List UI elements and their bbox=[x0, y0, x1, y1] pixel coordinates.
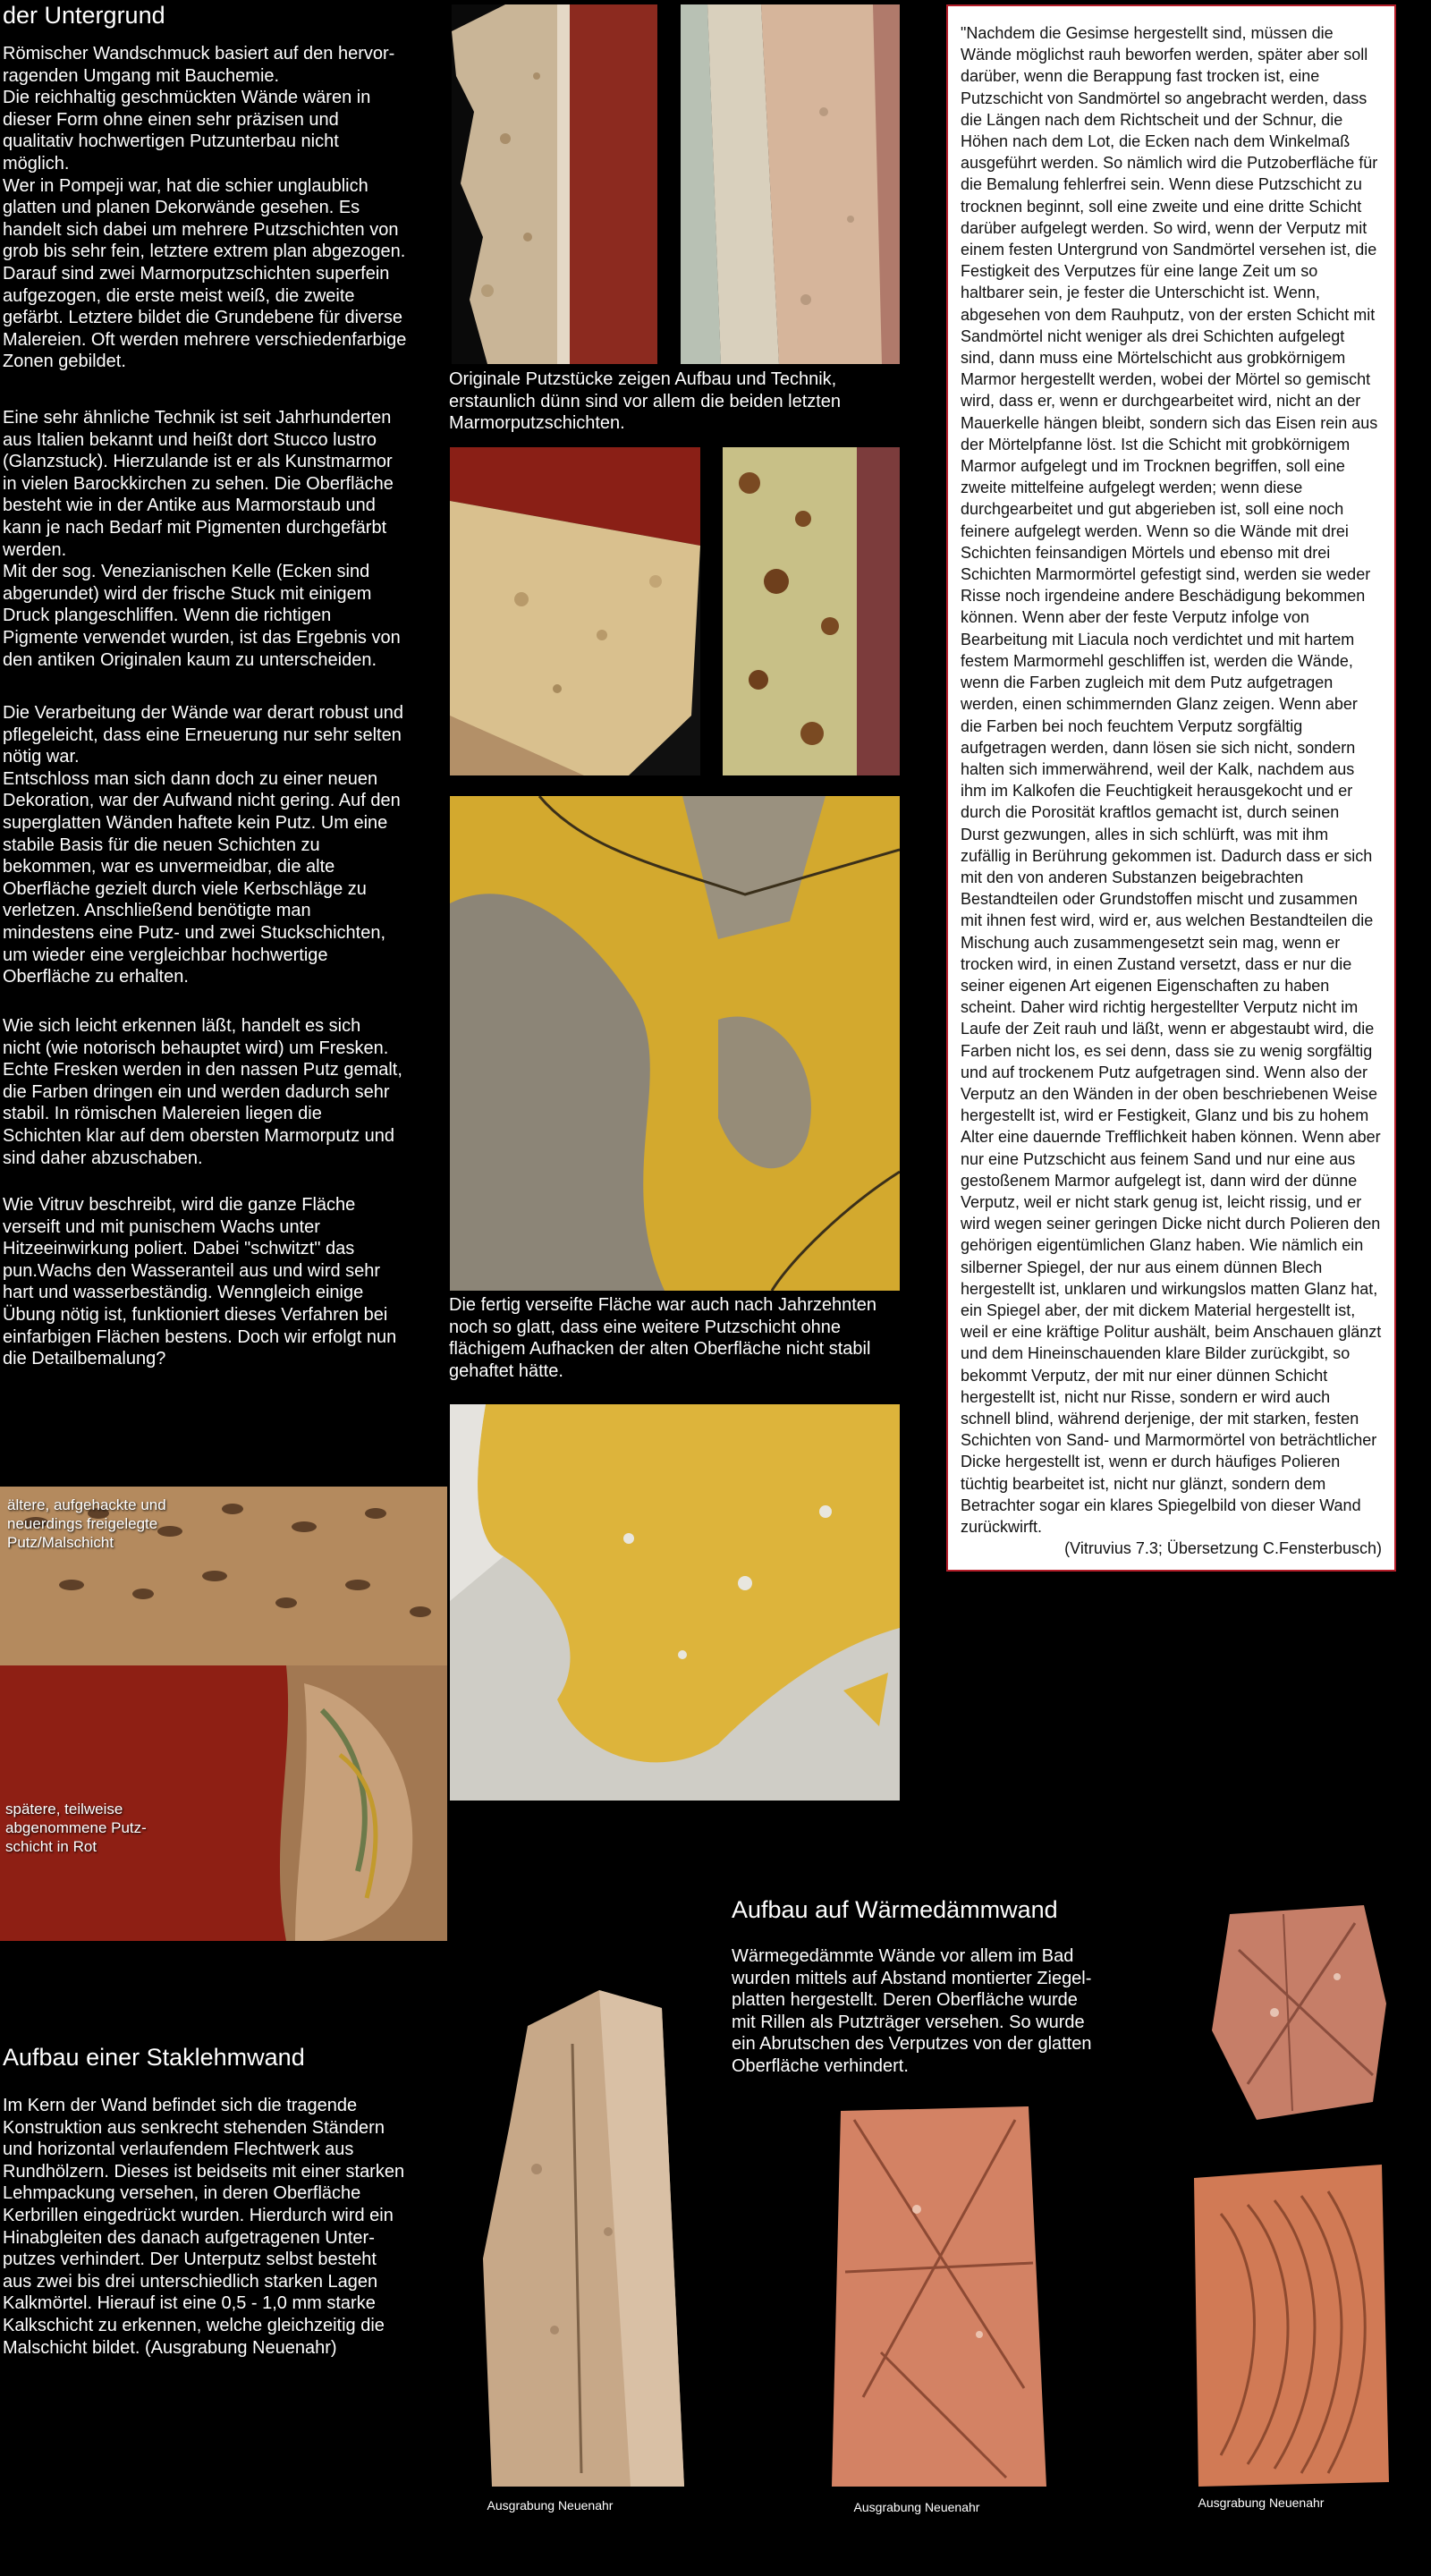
section-heading-untergrund: der Untergrund bbox=[3, 2, 165, 29]
section-heading-waermedaemmwand: Aufbau auf Wärmedämmwand bbox=[732, 1896, 1058, 1923]
caption-plaster-pieces: Originale Putzstücke zeigen Aufbau und Technik, erstaunlich dünn sind vor allem die beiden letzten Marmorputzschichten. bbox=[449, 369, 842, 434]
plaster-fragment-photo-3 bbox=[450, 447, 700, 775]
fresco-paragraph: Wie sich leicht erkennen läßt, handelt es sich nicht (wie notorisch behauptet wird) um Fresken. Echte Fresken werden in den nassen Putz gemalt, die Farben dringen ein und werden dadurch sehr stabil. In römischen Malereien liegen die Schichten klar auf dem obersten Marmorputz und sind daher abzuschaben. bbox=[3, 1016, 402, 1168]
photo-label-neuenahr-2: Ausgrabung Neuenahr bbox=[853, 2500, 980, 2514]
staklehmwand-text: Im Kern der Wand befindet sich die tragende Konstruktion aus senkrecht stehenden Ständern und horizontal verlaufendem Flechtwerk aus Rundhölzern. Dieses ist beidseits mit einer starken Lehmpackung versehen, in deren Oberfläche Kerbrillen eingedrückt wurden. Hierdurch wird ein Hinabgleiten des danach aufgetragenen Unter- putzes verhindert. Der Unterputz selbst besteht aus zwei bis drei unterschiedlich starken Lagen Kalkmörtel. Hierauf ist eine 0,5 - 1,0 mm starke Kalkschicht zu erkennen, welche gleichzeitig die Malschicht bildet. (Ausgrabung Neuenahr) bbox=[3, 2096, 405, 2358]
scored-tile-photo bbox=[827, 2102, 1049, 2496]
intro-paragraph: Römischer Wandschmuck basiert auf den hervor- ragenden Umgang mit Bauchemie. Die reichhaltig geschmückten Wände wären in dieser Form ohne einen sehr präzisen und qualitativ hochwertigen Putzunterbau nicht möglich. Wer in Pompeji war, hat die schier unglaublich glatten und planen Dekorwände gesehen. Es handelt sich dabei um mehrere Putzschichten von grob bis sehr fein, letztere extrem plan abgezogen. Darauf sind zwei Marmorputzschichten superfein aufgezogen, die erste meist weiß, die zweite gefärbt. Letztere bildet die Grundebene für diverse Malereien. Oft werden mehrere verschiedenfarbige Zonen gebildet. bbox=[3, 44, 407, 372]
stucco-paragraph: Eine sehr ähnliche Technik ist seit Jahrhunderten aus Italien bekannt und heißt dort Stucco lustro (Glanzstuck). Hierzulande ist er als Kunstmarmor in vielen Barockkirchen zu sehen. Die Oberfläche besteht wie in der Antike aus Marmorstaub und kann je nach Bedarf mit Pigmenten durchgefärbt werden. Mit der sog. Venezianischen Kelle (Ecken sind abgerundet) wird der frische Stuck mit einigem Druck plangeschliffen. Wenn die richtigen Pigmente verwendet wurden, ist das Ergebnis von den antiken Originalen kaum zu unterscheiden. bbox=[3, 408, 401, 670]
waermedaemmwand-text: Wärmegedämmte Wände vor allem im Bad wurden mittels auf Abstand montierter Ziegel- platten hergestellt. Deren Oberfläche wurde mit Rillen als Putzträger versehen. So wurde ein Abrutschen des Verputzes von der glatten Oberfläche verhindert. bbox=[732, 1946, 1092, 2076]
brick-tile-photo-2 bbox=[1185, 2160, 1393, 2491]
brick-tile-photo-1 bbox=[1203, 1896, 1393, 2133]
yellow-fragment-photo bbox=[450, 1404, 900, 1801]
overlay-label-older-layer: ältere, aufgehackte und neuerdings freigelegte Putz/Malschicht bbox=[7, 1496, 166, 1551]
vitruvius-quote-source: (Vitruvius 7.3; Übersetzung C.Fensterbusch) bbox=[1064, 1539, 1382, 1558]
overlay-label-later-layer: spätere, teilweise abgenommene Putz- schicht in Rot bbox=[5, 1801, 147, 1855]
plaster-piece-photo-1 bbox=[452, 4, 657, 364]
plaster-fragment-photo-4 bbox=[723, 447, 900, 775]
photo-label-neuenahr-1: Ausgrabung Neuenahr bbox=[487, 2498, 614, 2512]
section-heading-staklehmwand: Aufbau einer Staklehmwand bbox=[3, 2044, 305, 2071]
mural-layers-photo bbox=[0, 1487, 447, 1941]
caption-soaped-surface: Die fertig verseifte Fläche war auch nach Jahrzehnten noch so glatt, dass eine weitere Putzschicht ohne flächigem Aufhacken der alten Oberfläche nicht stabil gehaftet hätte. bbox=[449, 1295, 877, 1381]
vitruvius-quote-box bbox=[946, 4, 1396, 1572]
yellow-wall-photo bbox=[450, 796, 900, 1291]
renewal-paragraph: Die Verarbeitung der Wände war derart robust und pflegeleicht, dass eine Erneuerung nur sehr selten nötig war. Entschloss man sich dann doch zu einer neuen Dekoration, war der Aufwand nicht gering. Auf den superglatten Wänden haftete kein Putz. Um eine stabile Basis für die neuen Schichten zu bekommen, war es unvermeidbar, die alte Oberfläche gezielt durch viele Kerbschläge zu verletzen. Anschließend benötigte man mindestens eine Putz- und zwei Stuckschichten, um wieder eine vergleichbar hochwertige Oberfläche zu erhalten. bbox=[3, 703, 404, 987]
staklehmwand-section-photo bbox=[474, 1990, 711, 2487]
wax-paragraph: Wie Vitruv beschreibt, wird die ganze Fläche verseift und mit punischem Wachs unter Hitzeeinwirkung poliert. Dabei "schwitzt" das pun.Wachs den Wasseranteil aus und wird sehr hart und wasserbeständig. Wenngleich einige Übung nötig ist, funktioniert dieses Verfahren bei einfarbigen Flächen bestens. Doch wir erfolgt nun die Detailbemalung? bbox=[3, 1195, 397, 1369]
photo-label-neuenahr-3: Ausgrabung Neuenahr bbox=[1198, 2496, 1325, 2510]
vitruvius-quote-text: "Nachdem die Gesimse hergestellt sind, müssen die Wände möglichst rauh beworfen werden, später aber soll darüber, wenn die Berappung fast trocken ist, eine Putzschicht von Sandmörtel so angebracht werden, dass die Längen nach dem Richtscheit und der Schnur, die Höhen nach dem Lot, die Ecken nach dem Winkelmaß ausgeführt werden. So nämlich wird die Putzoberfläche für die Bemalung fehlerfrei sein. Wenn diese Putzschicht zu trocknen beginnt, soll eine zweite und eine dritte Schicht darüber aufgelegt werden. So wird, wenn der Verputz mit einem festen Untergrund von Sandmörtel versehen ist, die Festigkeit des Verputzes für eine lange Zeit um so haltbarer sein, je fester die Unterschicht ist. Wenn, abgesehen von dem Rauhputz, von der ersten Schicht mit Sandmörtel nicht weniger als drei Schichten aufgelegt sind, dann muss eine Mörtelschicht aus grobkörnigem Marmor hergestellt werden, wobei der Mörtel so gemischt wird, dass er, wenn er durchgearbeitet wird, nicht an der Mauerkelle hängen bleibt, sondern sich das Eisen rein aus der Mörtelpfanne löst. Ist die Schicht mit grobkörnigem Marmor aufgelegt und im Trocknen begriffen, soll eine zweite mittelfeine aufgelegt werden; wenn diese durchgearbeitet und gut abgerieben ist, soll eine noch feinere aufgelegt werden. Wenn so die Wände mit drei Schichten feinsandigen Mörtels und ebenso mit drei Schichten Marmormörtel gefestigt sind, werden sie weder Risse noch irgendeine andere Beschädigung bekommen können. Wenn aber der feste Verputz infolge von Bearbeitung mit Liacula noch verdichtet und mit hartem festem Marmormehl geschliffen ist, werden die Wände, wenn die Farben zugleich mit dem Putz aufgetragen werden, einen schimmernden Glanz zeigen. Wenn aber die Farben bei noch feuchtem Verputz sorgfältig aufgetragen werden, dann lösen sie sich nicht, sondern halten sich immerwährend, weil der Kalk, nachdem aus ihm im Kalkofen die Feuchtigkeit herausgekocht und er durch die Porosität kraftlos gemacht ist, durch seinen Durst gezwungen, alles in sich schlürft, was mit ihm zufällig in Berührung gekommen ist. Dadurch dass er sich mit den von anderen Substanzen beigebrachten Bestandteilen oder Grundstoffen mischt und zusammen mit ihnen fest wird, wird er, aus welchen Bestandteilen die Mischung auch zusammengesetzt sein mag, wenn er trocken wird, in einen Zustand versetzt, dass er nur die seiner eigenen Art eigenen Eigenschaften zu haben scheint. Daher wird richtig hergestellter Verputz nicht im Laufe der Zeit rauh und läßt, wenn er abgestaubt wird, die Farben nicht los, es sei denn, dass sie zu wenig sorgfältig und auf trockenem Putz aufgetragen sind. Wenn also der Verputz an den Wänden in der oben beschriebenen Weise hergestellt ist, wird er Festigkeit, Glanz und bis zu hohem Alter eine dauernde Trefflichkeit haben können. Wenn aber nur eine Putzschicht aus feinem Sand und nur eine aus gestoßenem Marmor aufgelegt ist, dann wird der dünne Verputz, weil er nicht stark genug ist, leicht rissig, und er wird wegen seiner geringen Dicke nicht durch Polieren den gehörigen eigentümlichen Glanz haben. Wie nämlich ein silberner Spiegel, der nur aus einem dünnen Blech hergestellt ist, unklaren und wirkungslos matten Glanz hat, ein Spiegel aber, der mit dickem Material hergestellt ist, weil er eine kräftige Politur aushält, beim Anschauen glänzt und dem Hineinschauenden klare Bilder zurückgibt, so bekommt Verputz, der mit nur einer dünnen Schicht hergestellt ist, nicht nur Risse, sondern er wird auch schnell blind, während derjenige, der mit starken, festen Schichten von Sand- und Marmormörtel von beträchtlicher Dicke hergestellt ist, wenn er durch häufiges Polieren tüchtig bearbeitet ist, nicht nur glänzt, sondern dem Betrachter sogar ein klares Spiegelbild von dieser Wand zurückwirft. bbox=[961, 24, 1382, 1537]
plaster-piece-photo-2 bbox=[681, 4, 900, 364]
